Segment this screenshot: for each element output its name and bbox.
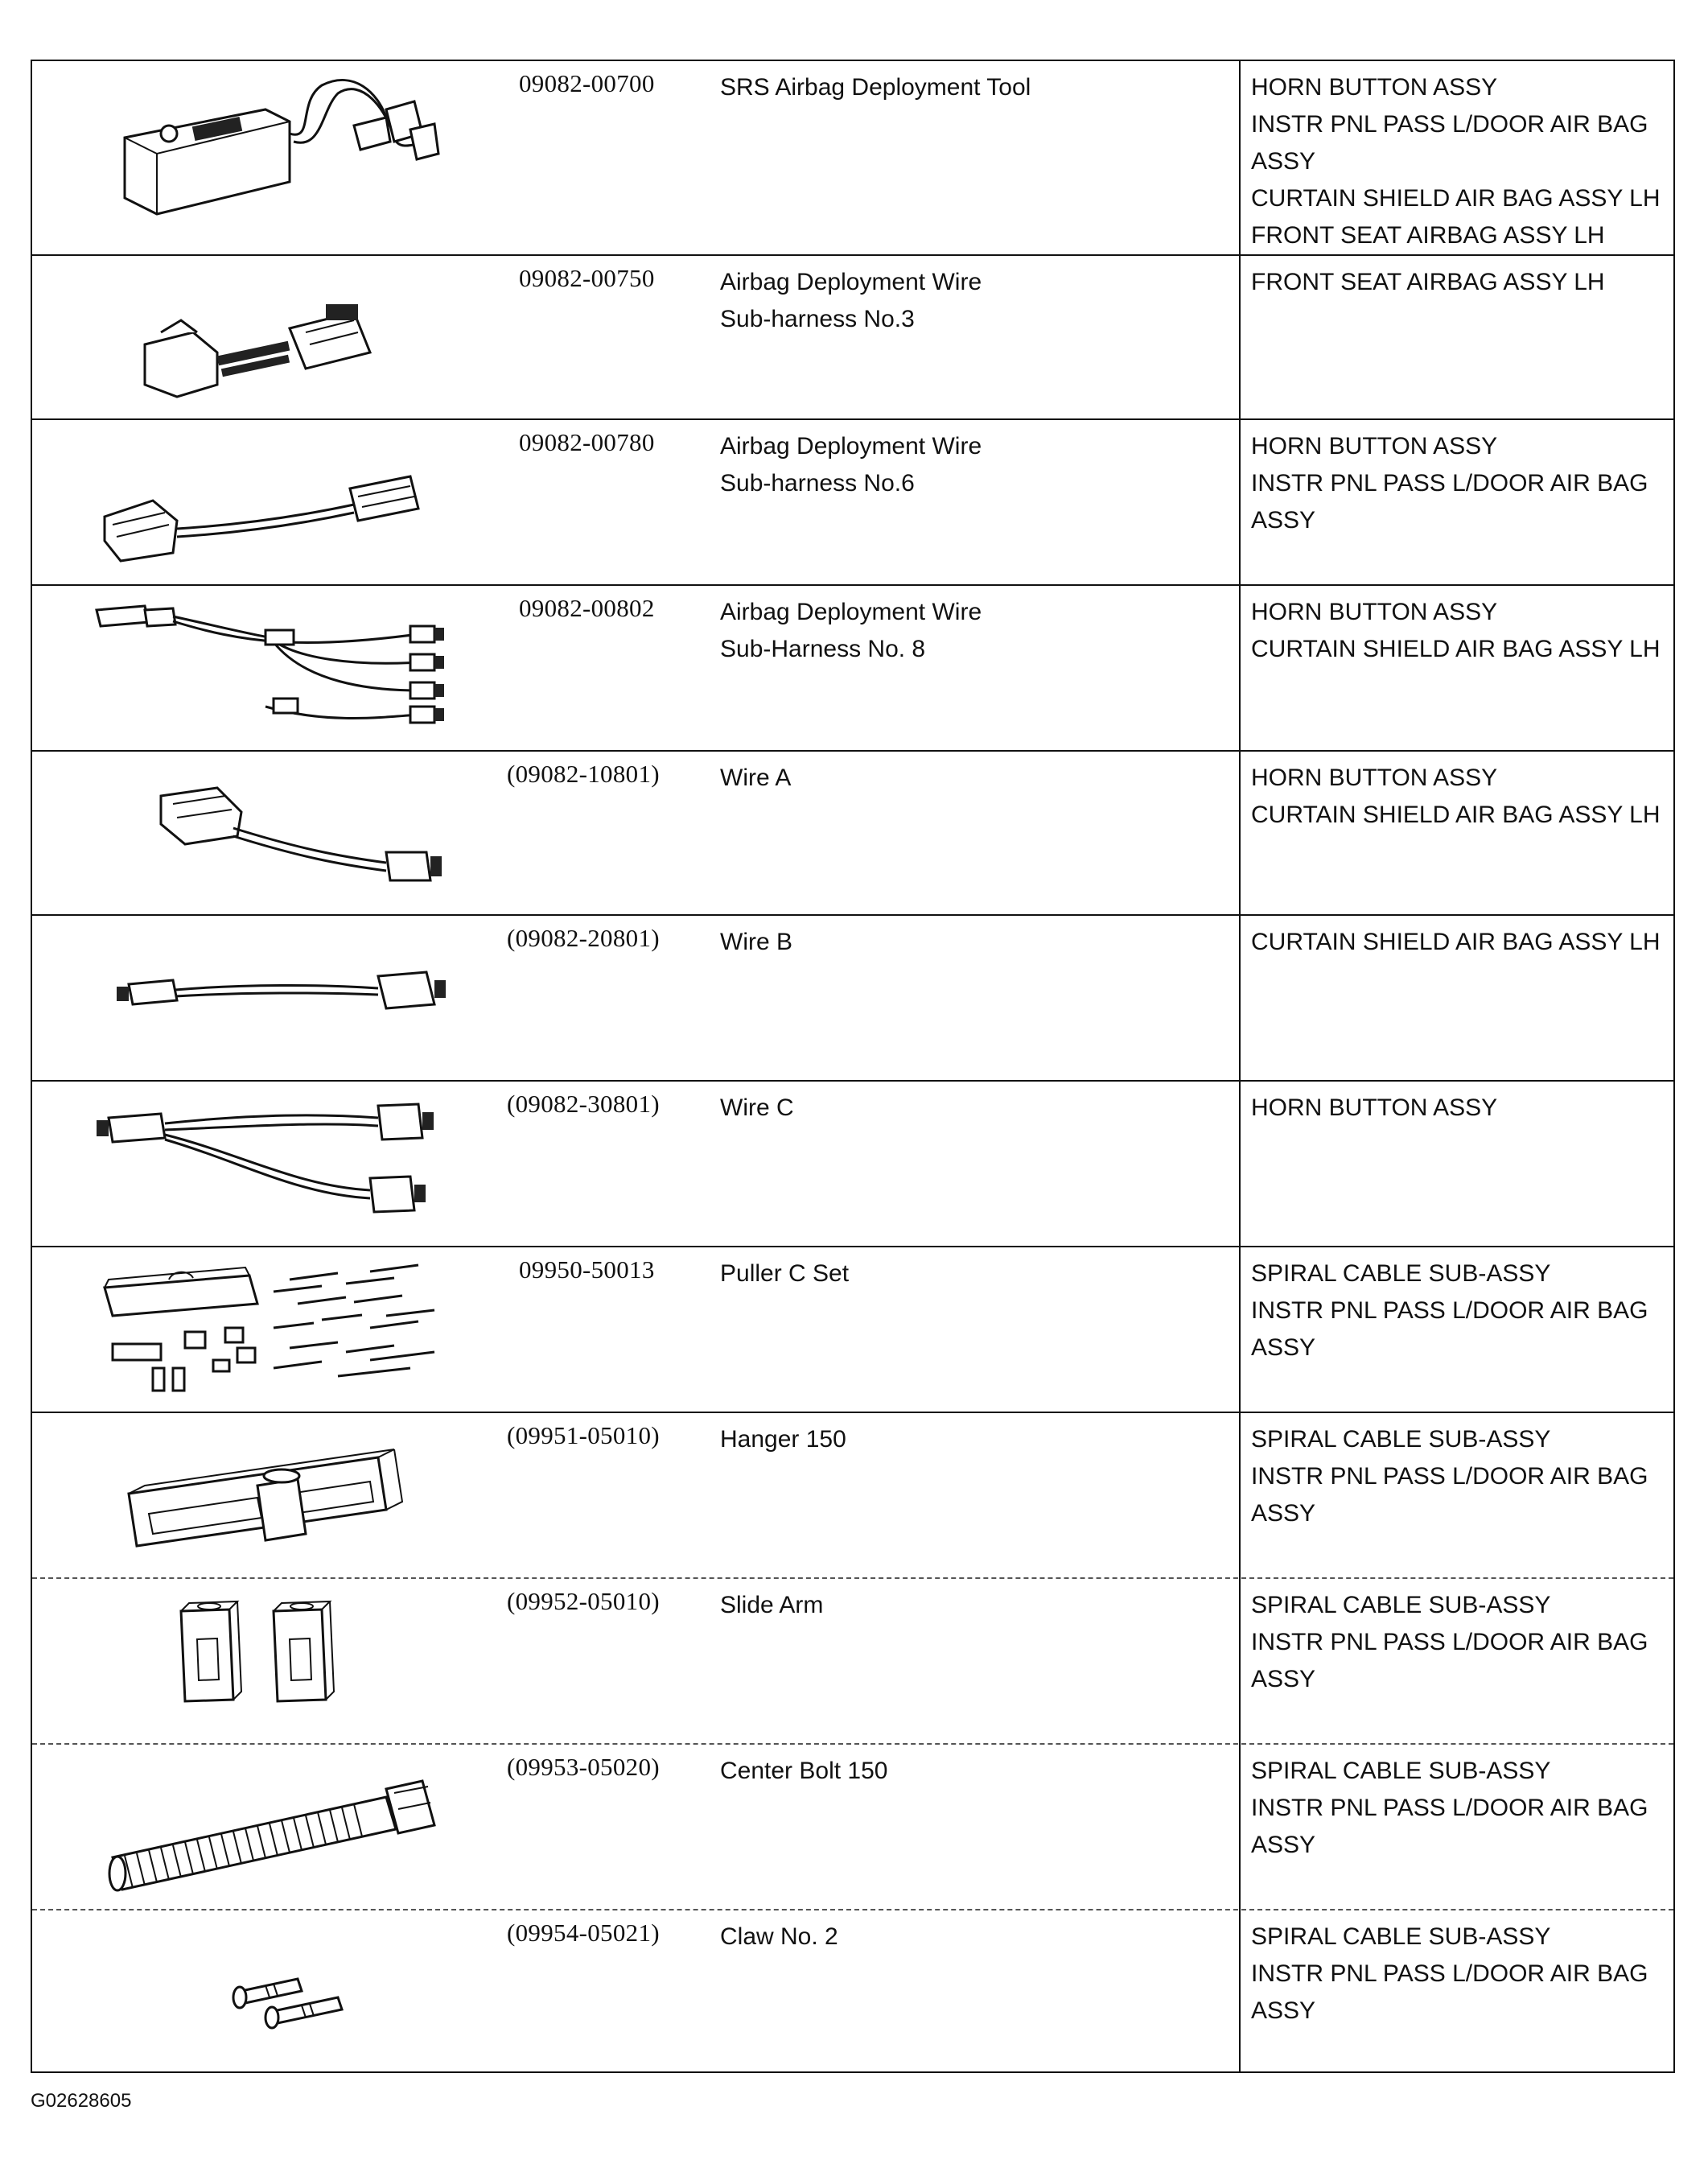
table-row — [32, 254, 1673, 420]
part-name: Puller C Set — [720, 1260, 850, 1287]
table-row — [32, 1909, 1673, 2076]
part-number: (09954-05021) — [507, 1919, 660, 1947]
part-name: Airbag Deployment Wire Sub-harness No.3 — [720, 269, 982, 332]
table-row — [32, 61, 1673, 254]
table-row — [32, 1246, 1673, 1413]
part-name: Center Bolt 150 — [720, 1758, 888, 1784]
wire-a-illustration — [32, 752, 491, 916]
part-number: 09082-00802 — [519, 594, 655, 622]
part-name: Airbag Deployment Wire Sub-Harness No. 8 — [720, 599, 982, 662]
table-row — [32, 914, 1673, 1082]
center-bolt-150-illustration — [32, 1745, 491, 1910]
part-number: 09082-00700 — [519, 69, 655, 97]
part-name: Wire C — [720, 1094, 794, 1121]
document-code: G02628605 — [31, 2090, 132, 2112]
table-row — [32, 1412, 1673, 1579]
applicable-components: FRONT SEAT AIRBAG ASSY LH — [1251, 269, 1605, 295]
applicable-components: HORN BUTTON ASSY INSTR PNL PASS L/DOOR AIR BAG ASSY — [1251, 433, 1648, 534]
table-row — [32, 750, 1673, 916]
part-number: 09082-00780 — [519, 428, 655, 456]
applicable-components: HORN BUTTON ASSY CURTAIN SHIELD AIR BAG ASSY LH — [1251, 599, 1661, 662]
part-number: 09950-50013 — [519, 1255, 655, 1284]
hanger-150-illustration — [32, 1413, 491, 1579]
slide-arm-illustration — [32, 1579, 491, 1745]
sub-harness-no3-illustration — [32, 256, 491, 420]
claw-no2-illustration — [32, 1910, 491, 2076]
wire-b-illustration — [32, 916, 491, 1082]
part-name: Airbag Deployment Wire Sub-harness No.6 — [720, 433, 982, 497]
applicable-components: SPIRAL CABLE SUB-ASSY INSTR PNL PASS L/DOOR AIR BAG ASSY — [1251, 1426, 1648, 1527]
part-number: (09952-05010) — [507, 1587, 660, 1615]
part-number: (09082-10801) — [507, 760, 660, 788]
part-name: Slide Arm — [720, 1592, 824, 1618]
part-number: (09953-05020) — [507, 1753, 660, 1781]
part-number: (09951-05010) — [507, 1421, 660, 1449]
table-row — [32, 584, 1673, 752]
table-row — [32, 1743, 1673, 1910]
deployment-tool-illustration — [32, 61, 491, 254]
table-row — [32, 1080, 1673, 1247]
applicable-components: SPIRAL CABLE SUB-ASSY INSTR PNL PASS L/DOOR AIR BAG ASSY — [1251, 1758, 1648, 1858]
table-row — [32, 1577, 1673, 1745]
applicable-components: HORN BUTTON ASSY — [1251, 1094, 1498, 1121]
applicable-components: SPIRAL CABLE SUB-ASSY INSTR PNL PASS L/DOOR AIR BAG ASSY — [1251, 1260, 1648, 1361]
sub-harness-no6-illustration — [32, 420, 491, 586]
applicable-components: HORN BUTTON ASSY CURTAIN SHIELD AIR BAG ASSY LH — [1251, 765, 1661, 828]
wire-c-illustration — [32, 1082, 491, 1247]
part-name: Wire A — [720, 765, 792, 791]
sub-harness-no8-illustration — [32, 586, 491, 752]
part-number: (09082-30801) — [507, 1090, 660, 1118]
applicable-components: SPIRAL CABLE SUB-ASSY INSTR PNL PASS L/DOOR AIR BAG ASSY — [1251, 1592, 1648, 1692]
table-row — [32, 418, 1673, 586]
part-name: SRS Airbag Deployment Tool — [720, 74, 1031, 101]
puller-c-set-illustration — [32, 1247, 491, 1413]
part-name: Wire B — [720, 929, 792, 955]
special-service-tools-table — [31, 60, 1675, 2073]
part-number: 09082-00750 — [519, 264, 655, 292]
applicable-components: SPIRAL CABLE SUB-ASSY INSTR PNL PASS L/DOOR AIR BAG ASSY — [1251, 1923, 1648, 2024]
applicable-components: CURTAIN SHIELD AIR BAG ASSY LH — [1251, 929, 1661, 955]
part-name: Claw No. 2 — [720, 1923, 838, 1950]
part-name: Hanger 150 — [720, 1426, 846, 1453]
applicable-components: HORN BUTTON ASSY INSTR PNL PASS L/DOOR AIR BAG ASSY CURTAIN SHIELD AIR BAG ASSY LH FRONT SEAT AIRBAG ASSY LH — [1251, 74, 1661, 249]
part-number: (09082-20801) — [507, 924, 660, 952]
